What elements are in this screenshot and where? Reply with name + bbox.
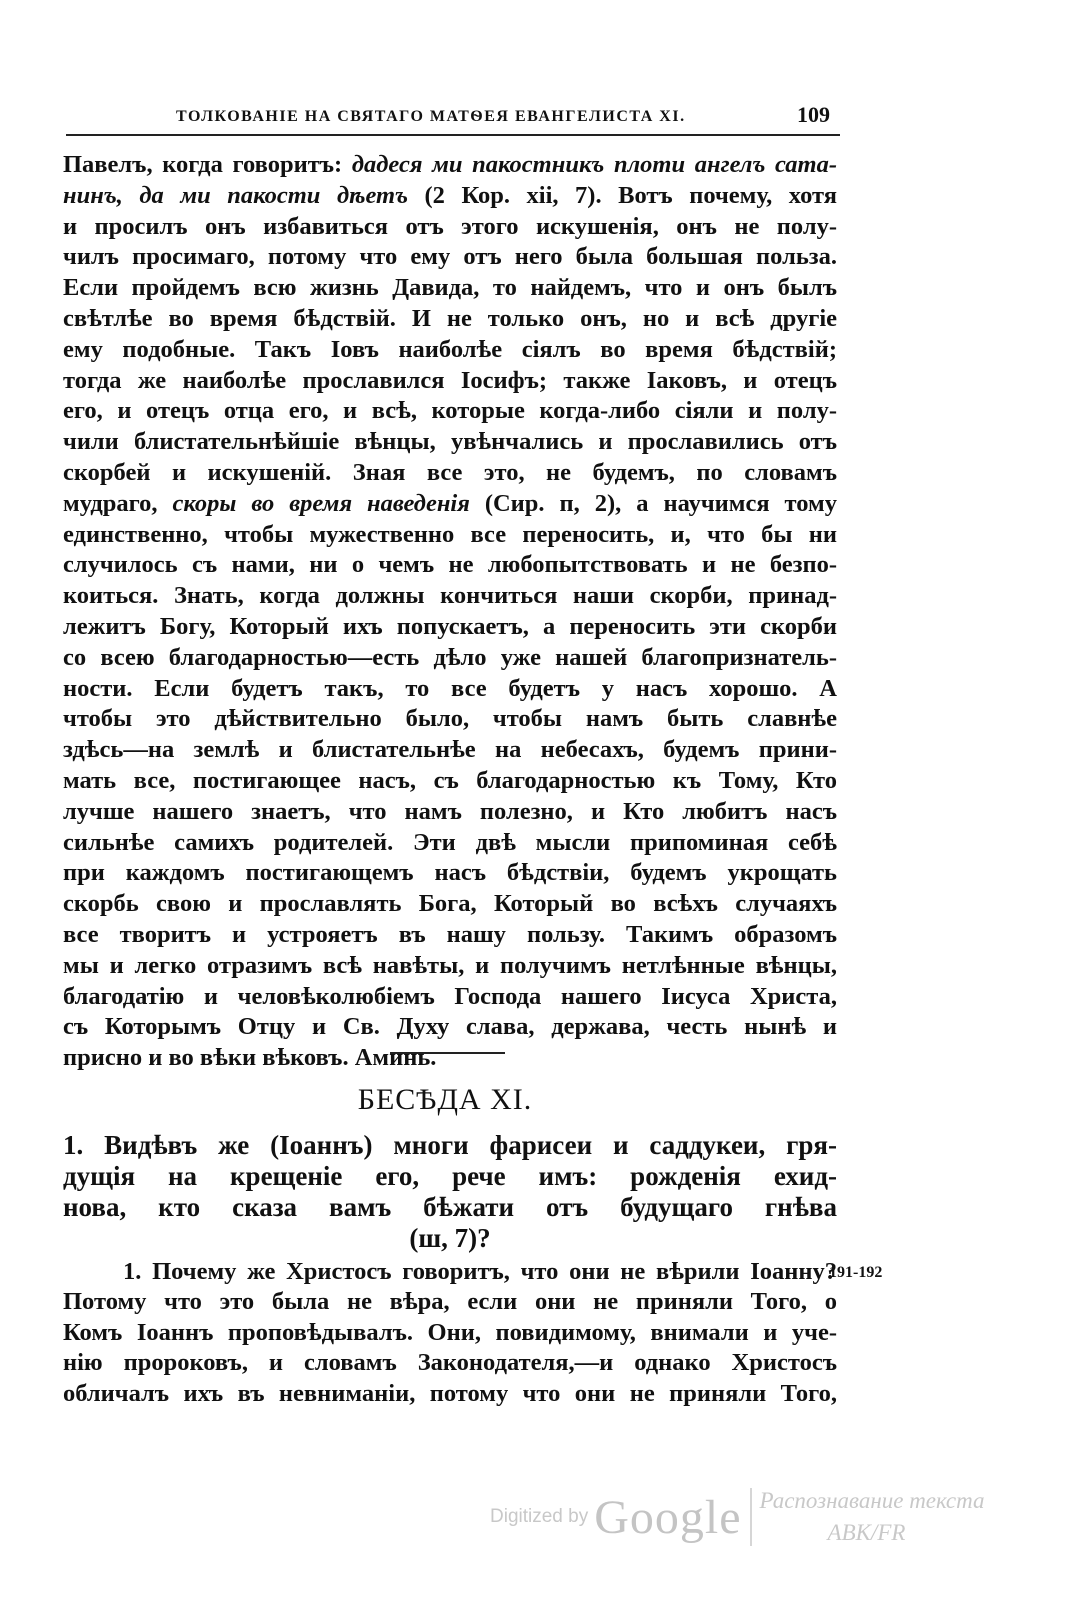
body-text-run: здѣсь—на землѣ и блистательнѣе на небесахъ, будемъ прини- — [63, 736, 837, 764]
body-line — [63, 920, 837, 951]
body-line — [63, 273, 837, 304]
running-header — [66, 100, 840, 136]
recognition-line: Распознавание текста — [759, 1488, 985, 1513]
google-logo: Google — [594, 1490, 742, 1544]
verse-line: 1. Видѣвъ же (Іоаннъ) многи фарисеи и саддукеи, гря- — [63, 1130, 837, 1160]
body-line — [63, 735, 837, 766]
body-text-run: при каждомъ постигающемъ насъ бѣдствіи, будемъ укрощать — [63, 859, 837, 887]
body-text-run: чили блистательнѣйшіе вѣнцы, увѣнчались и прославились отъ — [63, 428, 837, 456]
body-text-run: (2 Кор. xii, 7). Вотъ почему, хотя — [407, 181, 838, 209]
body-line — [63, 150, 837, 181]
body-text-run: со всею благодарностью—есть дѣло уже нашей благопризнатель- — [63, 643, 837, 671]
body-line — [63, 951, 837, 982]
body-text-run: чтобы это дѣйствительно было, чтобы намъ быть славнѣе — [63, 705, 837, 733]
body-text-run: присно и во вѣки вѣковъ. Аминь. — [63, 1044, 437, 1072]
body-line — [63, 612, 837, 643]
body-text-run: лежитъ Богу, Который ихъ попускаетъ, а переносить эти скорби — [63, 612, 837, 640]
body-line — [63, 828, 837, 859]
body-text-run: ему подобные. Такъ Іовъ наиболѣе сіялъ во время бѣдствій; — [63, 335, 837, 363]
body-line — [63, 766, 837, 797]
body-line — [63, 1012, 837, 1043]
commentary-line: Потому что это была не вѣра, если они не приняли Того, о — [63, 1288, 837, 1316]
section-separator — [390, 1052, 505, 1054]
body-line — [63, 643, 837, 674]
page-number: 109 — [797, 102, 830, 127]
body-text-run: лучше нашего знаетъ, что намъ полезно, и Кто любитъ насъ — [63, 797, 837, 825]
body-line — [63, 396, 837, 427]
body-line — [63, 982, 837, 1013]
body-line — [63, 366, 837, 397]
body-text-run: его, и отецъ отца его, и всѣ, которые когда-либо сіяли и полу- — [63, 397, 837, 425]
sermon-title: БЕСѢДА XI. — [357, 1083, 533, 1116]
recognition-signature: ABK/FR — [827, 1520, 906, 1545]
body-line — [63, 212, 837, 243]
italic-quote: нинъ, да ми пакости дѣетъ — [63, 181, 408, 209]
body-text-run: случилось съ нами, ни о чемъ не любопытствовать и не безпо- — [63, 551, 837, 579]
commentary-line: нію пророковъ, и словамъ Законодателя,—и однако Христосъ — [63, 1349, 837, 1377]
verse-line: (ш, 7)? — [409, 1223, 491, 1253]
body-text-run: скорбь свою и прославлять Бога, Который во всѣхъ случаяхъ — [63, 890, 837, 918]
body-line — [63, 458, 837, 489]
body-text-run: Если пройдемъ всю жизнь Давида, то найдемъ, что и онъ былъ — [63, 274, 837, 302]
body-line — [63, 797, 837, 828]
body-line — [63, 520, 837, 551]
body-text-run: благодатію и человѣколюбіемъ Господа нашего Іисуса Христа, — [63, 982, 837, 1010]
commentary-line: 1. Почему же Христосъ говоритъ, что они не вѣрили Іоанну? — [123, 1258, 837, 1285]
body-text-run: свѣтлѣе во время бѣдствій. И не только онъ, но и всѣ другіе — [63, 304, 837, 332]
body-line — [63, 1043, 837, 1074]
body-text-run: и просилъ онъ избавиться отъ этого искушенія, онъ не полу- — [63, 212, 837, 240]
body-text-run: съ Которымъ Отцу и Св. Духу слава, держава, честь нынѣ и — [63, 1013, 837, 1041]
header-title: ТОЛКОВАНІЕ НА СВЯТАГО МАТѲЕЯ ЕВАНГЕЛИСТА XI. — [176, 108, 686, 125]
commentary-line: обличалъ ихъ въ невниманіи, потому что они не приняли Того, — [63, 1379, 837, 1407]
recognition-credit — [760, 1485, 985, 1549]
body-line — [63, 181, 837, 212]
watermark-divider — [750, 1488, 752, 1546]
margin-reference: 191-192 — [829, 1264, 883, 1281]
body-line — [63, 242, 837, 273]
body-text-run: все творитъ и устрояетъ въ нашу пользу. Такимъ образомъ — [63, 920, 837, 948]
body-text-run: (Сир. п, 2), а научимся тому — [469, 489, 837, 517]
body-text-run: мудраго, — [63, 489, 173, 517]
commentary-text — [63, 1257, 837, 1409]
body-line — [63, 858, 837, 889]
body-text — [63, 150, 837, 1074]
body-text-run: мы и легко отразимъ всѣ навѣты, и получимъ нетлѣнные вѣнцы, — [63, 951, 837, 979]
commentary-line: Комъ Іоаннъ проповѣдывалъ. Они, повидимому, внимали и уче- — [63, 1318, 837, 1346]
body-line — [63, 489, 837, 520]
italic-quote: скоры во время наведенія — [172, 489, 470, 517]
body-line — [63, 304, 837, 335]
body-line — [63, 674, 837, 705]
body-text-run: мать все, постигающее насъ, съ благодарностью къ Тому, Кто — [63, 766, 837, 794]
body-text-run: сильнѣе самихъ родителей. Эти двѣ мысли припоминая себѣ — [63, 828, 837, 856]
body-line — [63, 427, 837, 458]
body-text-run: ности. Если будетъ такъ, то все будетъ у насъ хорошо. А — [63, 674, 837, 702]
body-text-run: чилъ просимаго, потому что ему отъ него была большая польза. — [63, 243, 837, 271]
digitized-by-label: Digitized by — [490, 1506, 589, 1527]
verse-line: дущія на крещеніе его, рече имъ: рожденія ехид- — [63, 1161, 837, 1191]
body-text-run: единственно, чтобы мужественно все переносить, и, что бы ни — [63, 520, 837, 548]
italic-quote: дадеся ми пакостникъ плоти ангелъ сата- — [351, 151, 837, 178]
body-text-run: Павелъ, когда говоритъ: — [63, 151, 352, 178]
body-line — [63, 581, 837, 612]
body-line — [63, 889, 837, 920]
verse-line: нова, кто сказа вамъ бѣжати отъ будущаго гнѣва — [63, 1192, 837, 1222]
body-text-run: тогда же наиболѣе прославился Іосифъ; также Іаковъ, и отецъ — [63, 366, 837, 394]
scripture-verse — [63, 1130, 837, 1254]
body-line — [63, 704, 837, 735]
body-text-run: коиться. Знать, когда должны кончиться наши скорби, принад- — [63, 582, 837, 610]
body-line — [63, 335, 837, 366]
body-line — [63, 550, 837, 581]
digitization-watermark — [490, 1487, 1010, 1547]
body-text-run: скорбей и искушеній. Зная все это, не будемъ, по словамъ — [63, 458, 837, 486]
